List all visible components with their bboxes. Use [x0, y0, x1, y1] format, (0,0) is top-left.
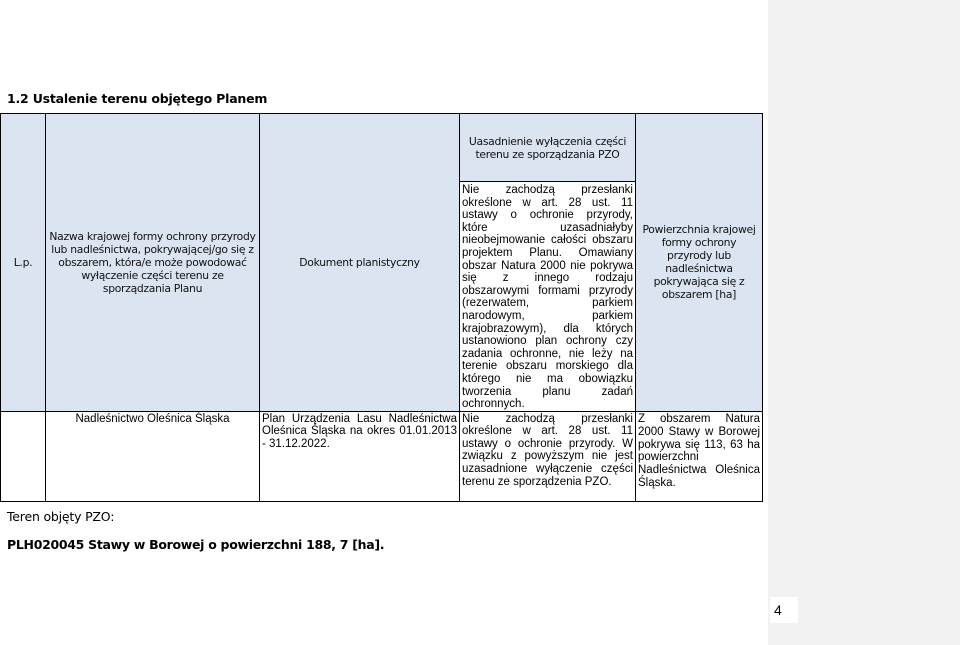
justification-cell-1 [460, 182, 636, 412]
lp-cell-2 [1, 411, 46, 501]
document-cell-2: Plan Urządzenia Lasu Nadleśnictwa Oleśnica Śląska na okres 01.01.2013 - 31.12.2022. [260, 411, 460, 501]
header-area: Powierzchnia krajowej formy ochrony przyrody lub nadleśnictwa pokrywająca się z obszarem [ha] [636, 114, 763, 412]
plan-table [0, 113, 763, 502]
justification-text-1: Nie zachodzą przesłanki określone w art. 28 ust. 11 ustawy o ochronie przyrody, które uzasadniałyby nieobejmowanie całości obszaru projektem Planu. Omawiany obszar Natura 2000 nie pokrywa się z innego rodzaju obszarowymi formami przyrody (rezerwatem, parkiem narodowym, parkiem krajobrazowym), dla których ustanowiono plan ochrony czy zadania ochronne, nie leży na terenie obszaru morskiego dla którego nie ma obowiązku tworzenia planu zadań ochronnych. [462, 184, 633, 411]
table-header-row [1, 114, 763, 182]
table-row [1, 411, 763, 501]
justification-cell-2: Nie zachodzą przesłanki określone w art. 28 ust. 11 ustawy o ochronie przyrody. W związku z powyższym nie jest uzasadnione wyłączenie części terenu ze sporządzenia PZO. [460, 411, 636, 501]
covered-area-label: Teren objęty PZO: [7, 509, 115, 524]
area-cell-2: Z obszarem Natura 2000 Stawy w Borowej pokrywa się 113, 63 ha powierzchni Nadleśnictwa Oleśnica Śląska. [636, 411, 763, 501]
name-cell-2: Nadleśnictwo Oleśnica Śląska [46, 411, 260, 501]
covered-area-value: PLH020045 Stawy w Borowej o powierzchni 188, 7 [ha]. [7, 537, 385, 552]
section-heading: 1.2 Ustalenie terenu objętego Planem [7, 91, 268, 106]
page-number: 4 [770, 597, 798, 623]
header-document: Dokument planistyczny [260, 114, 460, 412]
page-side-margin [768, 0, 960, 645]
header-name: Nazwa krajowej formy ochrony przyrody lub nadleśnictwa, pokrywającej/go się z obszarem, która/e może powodować wyłączenie części terenu ze sporządzania Planu [46, 114, 260, 412]
header-lp: L.p. [1, 114, 46, 412]
header-justification: Uasadnienie wyłączenia części terenu ze sporządzania PZO [460, 114, 636, 182]
